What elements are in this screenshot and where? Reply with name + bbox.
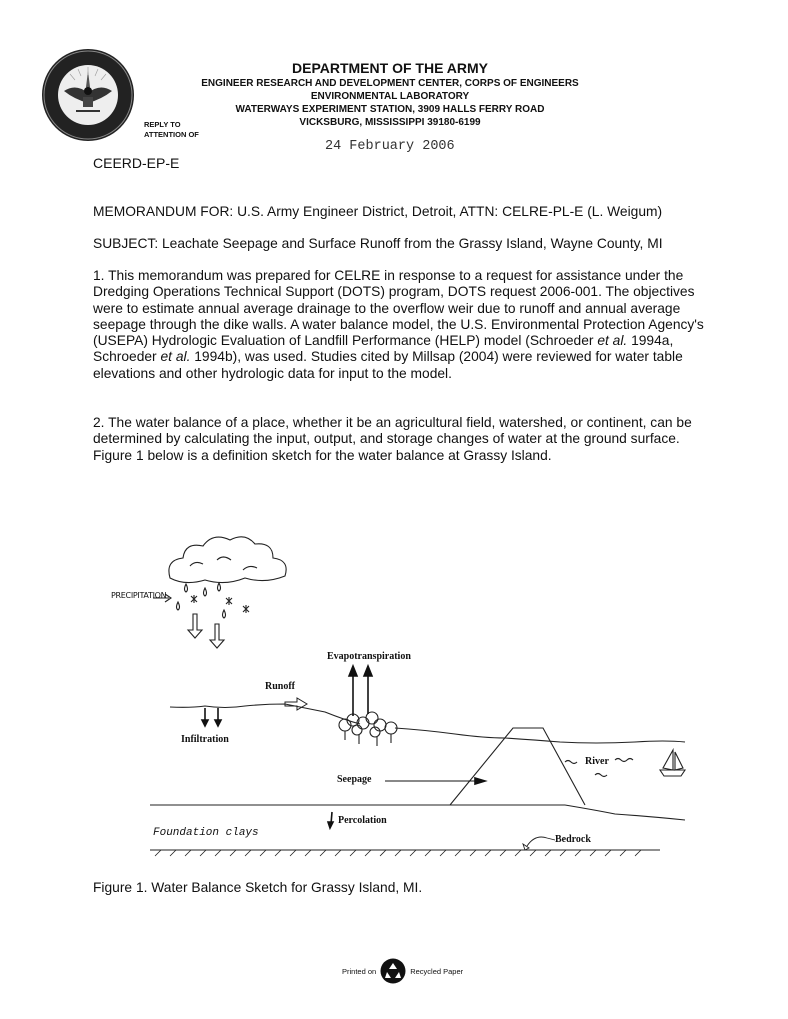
memo-date: 24 February 2006 (325, 139, 455, 154)
letterhead-line: ENGINEER RESEARCH AND DEVELOPMENT CENTER, CORPS OF ENGINEERS (201, 78, 579, 89)
reply-to-line: REPLY TO (144, 120, 181, 129)
recycle-icon (380, 958, 406, 984)
paragraph-1-text-b: 1994a, Schroeder (93, 333, 674, 365)
letterhead (140, 60, 640, 129)
letterhead-line: VICKSBURG, MISSISSIPPI 39180-6199 (299, 117, 481, 128)
department-title: DEPARTMENT OF THE ARMY (292, 60, 488, 76)
letterhead-line: ENVIRONMENTAL LABORATORY (310, 91, 470, 102)
office-symbol: CEERD-EP-E (93, 155, 180, 171)
water-balance-sketch (95, 480, 695, 860)
cloud-icon (169, 537, 286, 583)
memorandum-for: MEMORANDUM FOR: U.S. Army Engineer District, Detroit, ATTN: CELRE-PL-E (L. Weigum) (93, 204, 663, 219)
attention-of-line: ATTENTION OF (144, 129, 199, 139)
trees-icon (339, 712, 397, 746)
letterhead-line: WATERWAYS EXPERIMENT STATION, 3909 HALLS FERRY ROAD (235, 104, 545, 115)
paragraph-1-text-c: 1994b), was used. Studies cited by Millsap (2004) were reviewed for water table elevations and other hydrologic data for input to the model. (93, 349, 683, 381)
sailboat-icon (660, 750, 685, 776)
label-seepage: Seepage (337, 774, 372, 785)
footer-right-text: Recycled Paper (410, 966, 464, 976)
label-foundation-clays: Foundation clays (153, 827, 259, 839)
figure-caption: Figure 1. Water Balance Sketch for Grassy Island, MI. (93, 880, 423, 895)
footer-left-text: Printed on (342, 966, 377, 976)
dod-seal (40, 47, 136, 143)
dod-seal-icon (40, 47, 136, 143)
reply-to-label (144, 120, 199, 139)
label-percolation: Percolation (338, 815, 387, 826)
subject-line: SUBJECT: Leachate Seepage and Surface Runoff from the Grassy Island, Wayne County, MI (93, 236, 663, 251)
label-river: River (585, 756, 609, 767)
paragraph-2: 2. The water balance of a place, whether it be an agricultural field, watershed, or continent, can be determined by calculating the input, output, and storage changes of water at the ground surface. Figure 1 below is a definition sketch for the water balance at Grassy Island. (93, 415, 692, 463)
label-infiltration: Infiltration (181, 734, 229, 745)
label-precipitation: PRECIPITATION (111, 591, 167, 600)
sketch-drawing (95, 480, 695, 860)
label-runoff: Runoff (265, 681, 296, 692)
et-al-italic: et al. (597, 333, 628, 349)
label-evapotranspiration: Evapotranspiration (327, 651, 411, 662)
paragraph-1-text-a: 1. This memorandum was prepared for CELRE in response to a request for assistance under the Dredging Operations Technical Support (DOTS) program, DOTS request 2006-001. The objectives were to estimate annual average drainage to the overflow weir due to runoff and annual average seepage through the dike walls. A water balance model, the U.S. Environmental Protection Agency's (USEPA) Hydrologic Evaluation of Landfill Performance (HELP) model (Schroeder (93, 268, 704, 349)
paragraph-1 (93, 268, 713, 382)
et-al-italic: et al. (160, 349, 191, 365)
label-bedrock: Bedrock (555, 834, 591, 845)
recycled-paper-footer (342, 958, 463, 984)
